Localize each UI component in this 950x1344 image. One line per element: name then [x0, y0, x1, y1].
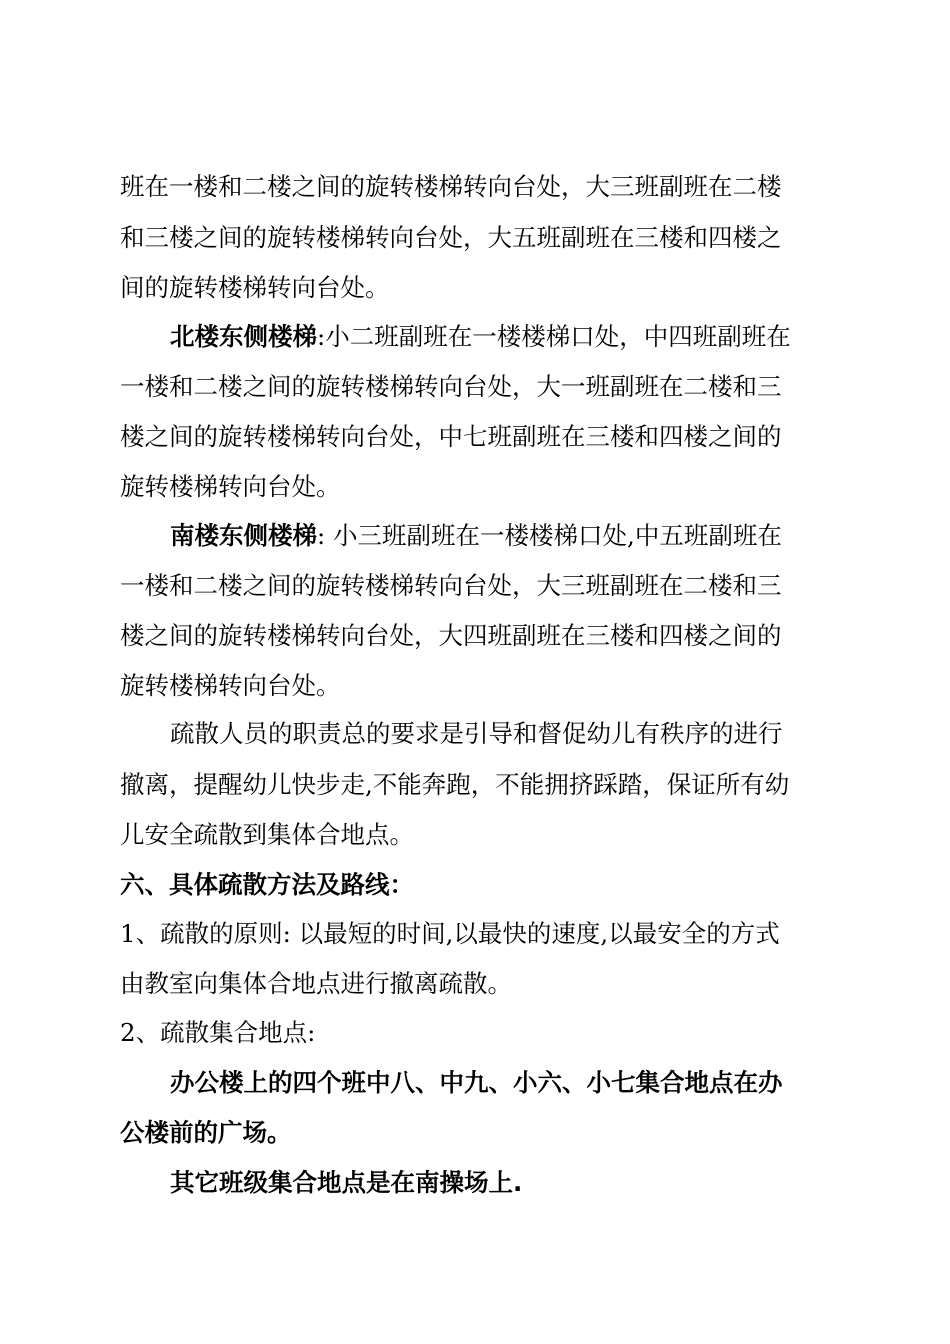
text-line: 儿安全疏散到集体合地点。	[120, 820, 414, 849]
text-span: : 小三班副班在一楼楼梯口处,中五班副班在	[317, 521, 782, 550]
text-line: 间的旋转楼梯转向台处。	[120, 273, 390, 302]
text-line: 班在一楼和二楼之间的旋转楼梯转向台处，大三班副班在二楼	[120, 172, 782, 201]
south-east-stairs-heading: 南楼东侧楼梯	[170, 521, 317, 550]
text-line: 一楼和二楼之间的旋转楼梯转向台处，大一班副班在二楼和三	[120, 372, 782, 401]
other-assembly-line: 其它班级集合地点是在南操场上.	[170, 1168, 523, 1197]
text-line: 疏散人员的职责总的要求是引导和督促幼儿有秩序的进行	[170, 719, 783, 748]
south-east-stairs-line	[170, 521, 782, 551]
text-line: 2、疏散集合地点:	[120, 1018, 316, 1047]
office-assembly-line: 办公楼上的四个班中八、中九、小六、小七集合地点在办	[170, 1068, 783, 1097]
office-assembly-line: 公楼前的广场。	[120, 1118, 292, 1147]
text-line: 1、疏散的原则: 以最短的时间,以最快的速度,以最安全的方式	[120, 919, 780, 948]
north-east-stairs-heading: 北楼东侧楼梯	[170, 322, 317, 351]
text-line: 撤离，提醒幼儿快步走,不能奔跑，不能拥挤踩踏，保证所有幼	[120, 770, 790, 799]
text-line: 和三楼之间的旋转楼梯转向台处，大五班副班在三楼和四楼之	[120, 223, 782, 252]
text-span: :小二班副班在一楼楼梯口处，中四班副班在	[317, 322, 791, 351]
text-line: 旋转楼梯转向台处。	[120, 671, 341, 700]
section-heading: 六、具体疏散方法及路线：	[120, 870, 414, 899]
text-line: 旋转楼梯转向台处。	[120, 472, 341, 501]
text-line: 楼之间的旋转楼梯转向台处，大四班副班在三楼和四楼之间的	[120, 621, 782, 650]
text-line: 一楼和二楼之间的旋转楼梯转向台处，大三班副班在二楼和三	[120, 571, 782, 600]
text-line: 由教室向集体合地点进行撤离疏散。	[120, 969, 512, 998]
north-east-stairs-line	[170, 322, 791, 352]
text-line: 楼之间的旋转楼梯转向台处，中七班副班在三楼和四楼之间的	[120, 422, 782, 451]
